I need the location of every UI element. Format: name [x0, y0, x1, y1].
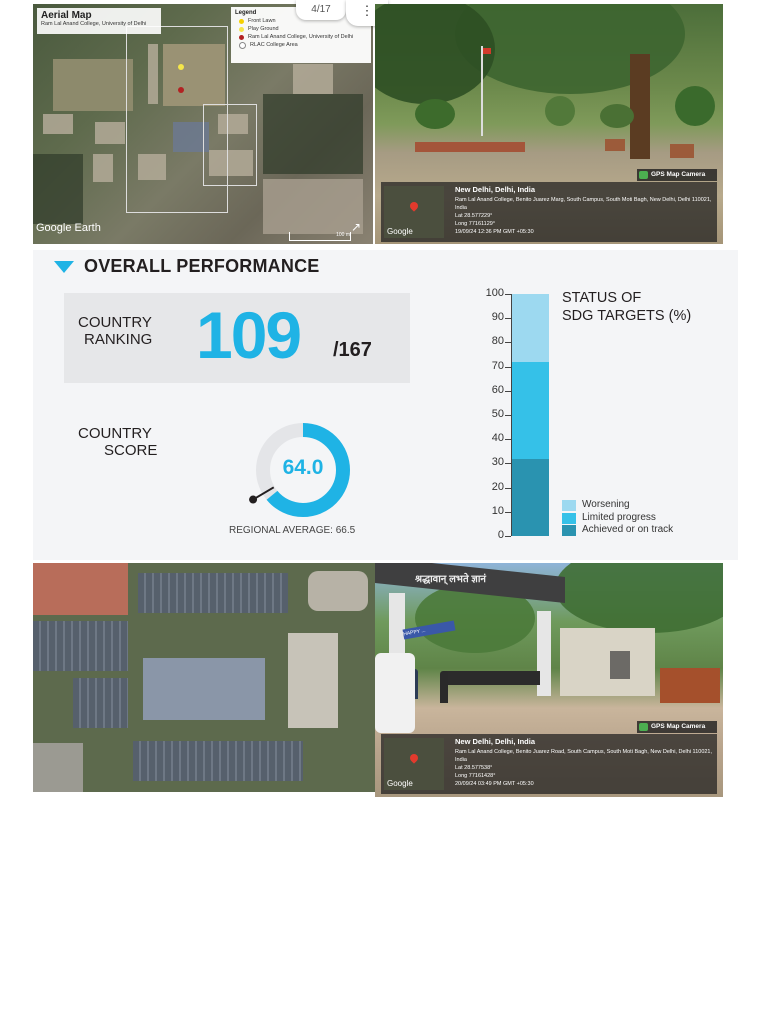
map-title-box [37, 8, 161, 34]
legend-label: Achieved or on track [582, 524, 674, 535]
location-pin-icon [408, 752, 419, 763]
legend-item: Front Lawn [235, 17, 367, 25]
ranking-label: COUNTRY [78, 314, 152, 331]
north-arrow-icon: ↗ [351, 220, 362, 234]
marker-icon [239, 27, 244, 32]
country-rank: 109 [196, 298, 301, 372]
section-heading: OVERALL PERFORMANCE [84, 256, 320, 276]
location-pin-icon [408, 200, 419, 211]
aerial-map-image [33, 4, 373, 244]
y-tick-label: 20 [491, 480, 504, 493]
marker-icon [239, 19, 244, 24]
score-label: SCORE [104, 442, 158, 459]
y-tick-label: 100 [485, 287, 504, 299]
triangle-down-icon [54, 261, 74, 273]
legend-label: Worsening [582, 499, 630, 510]
google-earth-watermark: Google Earth [36, 222, 101, 234]
score-label: COUNTRY [78, 425, 152, 442]
legend-item: RLAC College Area [235, 41, 367, 49]
y-tick-label: 90 [491, 311, 504, 324]
area-icon [239, 42, 246, 49]
ranking-label: RANKING [84, 331, 153, 348]
map-pin-icon [639, 171, 648, 179]
y-tick-label: 10 [491, 504, 504, 517]
gps-timestamp: 20/09/24 03:49 PM GMT +05:30 [455, 781, 534, 787]
legend-item: Ram Lal Anand College, University of Delhi [235, 33, 367, 41]
chart-title: SDG TARGETS (%) [562, 308, 692, 324]
rank-total: /167 [333, 339, 372, 361]
y-tick-label: 80 [491, 335, 504, 348]
gps-camera-badge: GPS Map Camera [637, 169, 717, 181]
y-tick-label: 60 [491, 383, 504, 396]
y-tick-label: 40 [491, 432, 504, 445]
gps-info-box [381, 734, 717, 794]
rooftop-aerial-image [33, 563, 375, 792]
gps-map-thumbnail [384, 738, 444, 790]
gps-map-thumbnail [384, 186, 444, 238]
marker-icon [239, 35, 244, 40]
map-scale: 100 m [289, 232, 351, 241]
legend-item: Play Ground [235, 25, 367, 33]
gate-inscription: श्रद्धावान् लभते ज्ञानं [415, 574, 486, 585]
gps-lat: Lat 28.577538° [455, 765, 493, 771]
country-score: 64.0 [282, 456, 324, 479]
gate-photo [375, 563, 723, 797]
gps-long: Long 77161129° [455, 221, 496, 227]
regional-average-dot [249, 496, 257, 504]
gate-banner: HAPPY ... [403, 621, 456, 640]
gps-timestamp: 19/09/24 12:36 PM GMT +05:30 [455, 229, 534, 235]
gps-address: Ram Lal Anand College, Benito Juarez Road, South Campus, South Moti Bagh, New Delhi, Delhi 110021, India [455, 749, 713, 763]
legend-label: Limited progress [582, 511, 656, 523]
map-title: Aerial Map [41, 10, 92, 21]
chart-title: STATUS OF [562, 290, 642, 306]
y-tick-label: 30 [491, 456, 504, 469]
regional-average: REGIONAL AVERAGE: 66.5 [229, 525, 356, 536]
garden-photo [375, 4, 723, 244]
y-tick-label: 50 [491, 408, 504, 420]
gps-lat: Lat 28.577229° [455, 213, 493, 219]
gps-camera-badge: GPS Map Camera [637, 721, 717, 733]
legend-title: Legend [235, 10, 257, 16]
gps-city: New Delhi, Delhi, India [455, 185, 536, 194]
gps-info-box [381, 182, 717, 242]
map-subtitle: Ram Lal Anand College, University of Delhi [41, 21, 147, 27]
map-pin-icon [639, 723, 648, 731]
page-indicator: 4/17 [296, 0, 346, 20]
kebab-icon: ⋮ [360, 3, 374, 18]
google-logo: Google [387, 779, 413, 788]
gps-long: Long 77161428° [455, 773, 496, 779]
gps-city: New Delhi, Delhi, India [455, 737, 536, 746]
google-logo: Google [387, 227, 413, 236]
gps-address: Ram Lal Anand College, Benito Juarez Marg, South Campus, South Moti Bagh, New Delhi, Delhi 110021, India [455, 197, 712, 211]
y-tick-label: 0 [497, 529, 504, 541]
y-tick-label: 70 [491, 359, 504, 372]
